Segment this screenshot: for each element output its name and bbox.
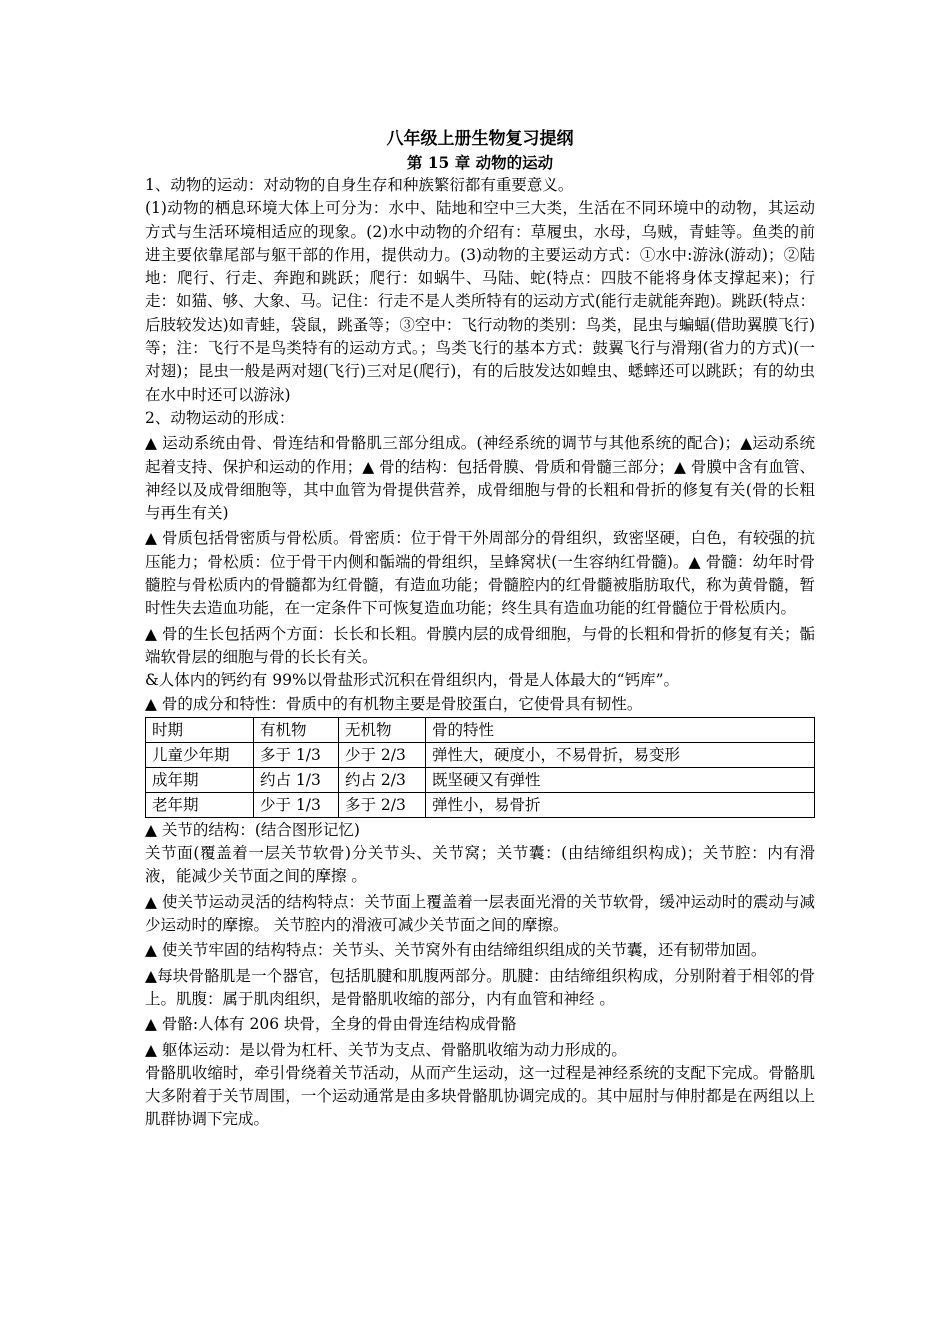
table-header-row — [146, 717, 815, 742]
table-cell: 老年期 — [146, 792, 254, 817]
table-row — [146, 767, 815, 792]
table-cell: 弹性小，易骨折 — [426, 792, 815, 817]
table-cell: 少于 2/3 — [339, 742, 426, 767]
table-cell: 多于 2/3 — [339, 792, 426, 817]
table-cell: 约占 1/3 — [254, 767, 339, 792]
paragraph-bone-substance: ▲ 骨质包括骨密质与骨松质。骨密质：位于骨干外周部分的骨组织，致密坚硬，白色，有较强的抗压能力；骨松质：位于骨干内侧和骺端的骨组织，呈蜂窝状(一生容纳红骨髓)。▲ 骨髓：幼年时骨髓腔与骨松质内的骨髓都为红骨髓，有造血功能；骨髓腔内的红骨髓被脂肪取代，称为黄骨髓，暂时性失去造血功能，在一定条件下可恢复造血功能；终生具有造血功能的红骨髓位于骨松质内。 — [145, 529, 815, 618]
table-cell: 儿童少年期 — [146, 742, 254, 767]
paragraph-calcium: &人体内的钙约有 99%以骨盐形式沉积在骨组织内，骨是人体最大的“钙库”。 — [145, 671, 680, 690]
paragraph-joint-structure: ▲ 关节的结构：(结合图形记忆) — [145, 820, 360, 839]
table-header-cell: 时期 — [146, 717, 254, 742]
paragraph-bone-composition: ▲ 骨的成分和特性：骨质中的有机物主要是骨胶蛋白，它使骨具有韧性。 — [145, 694, 643, 713]
paragraph-joint-flexible: ▲ 使关节运动灵活的结构特点：关节面上覆盖着一层表面光滑的关节软骨，缓冲运动时的震动与减少运动时的摩擦。 关节腔内的滑液可减少关节面之间的摩擦。 — [145, 892, 815, 935]
table-row — [146, 792, 815, 817]
paragraph-skeletal-muscle: ▲每块骨骼肌是一个器官，包括肌腱和肌腹两部分。肌腱：由结缔组织构成，分别附着于相邻的骨上。肌腹：属于肌肉组织，是骨骼肌收缩的部分，内有血管和神经 。 — [145, 966, 815, 1008]
paragraph-joint-firm: ▲ 使关节牢固的结构特点：关节头、关节窝外有由结缔组织组成的关节囊，还有韧带加固。 — [145, 941, 767, 960]
paragraph-habitat: (1)动物的栖息环境大体上可分为：水中、陆地和空中三大类，生活在不同环境中的动物，其运动方式与生活环境相适应的现象。(2)水中动物的介绍有：草履虫，水母，乌贼，青蛙等。鱼类的前进主要依靠尾部与躯干部的作用，提供动力。(3)动物的主要运动方式：①水中:游泳(游动)；②陆地：爬行、行走、奔跑和跳跃；爬行：如蜗牛、马陆、蛇(特点：四肢不能将身体支撑起来)；行走：如猫、够、大象、马。记住：行走不是人类所特有的运动方式(能行走就能奔跑)。跳跃(特点：后肢较发达)如青蛙，袋鼠，跳蚤等；③空中：飞行动物的类别：鸟类，昆虫与蝙蝠(借助翼膜飞行)等；注：飞行不是鸟类特有的运动方式。；鸟类飞行的基本方式：鼓翼飞行与滑翔(省力的方式)(一对翅)；昆虫一般是两对翅(飞行)三对足(爬行)，有的后肢发达如蝗虫、蟋蟀还可以跳跃；有的幼虫在水中时还可以游泳) — [145, 199, 815, 404]
paragraph-bone-growth: ▲ 骨的生长包括两个方面：长长和长粗。骨膜内层的成骨细胞，与骨的长粗和骨折的修复有关；骺端软骨层的细胞与骨的长长有关。 — [145, 624, 815, 666]
table-header-cell: 无机物 — [339, 717, 426, 742]
paragraph-muscle-contraction: 骨骼肌收缩时，牵引骨绕着关节活动，从而产生运动，这一过程是神经系统的支配下完成。骨骼肌大多附着于关节周围，一个运动通常是由多块骨骼肌协调完成的。其中屈肘与伸肘都是在两组以上肌群协调下完成。 — [145, 1063, 815, 1129]
paragraph-skeleton: ▲ 骨骼:人体有 206 块骨，全身的骨由骨连结构成骨骼 — [145, 1015, 517, 1034]
chapter-heading: 第 15 章 动物的运动 — [406, 153, 554, 172]
table-cell: 多于 1/3 — [254, 742, 339, 767]
table-cell: 少于 1/3 — [254, 792, 339, 817]
paragraph-joint-parts: 关节面(覆盖着一层关节软骨)分关节头、关节窝；关节囊：(由结缔组织构成)；关节腔：内有滑液，能减少关节面之间的摩擦 。 — [145, 844, 815, 886]
paragraph-body-movement: ▲ 躯体运动：是以骨为杠杆、关节为支点、骨骼肌收缩为动力形成的。 — [145, 1040, 627, 1059]
paragraph-1: 1、动物的运动：对动物的自身生存和种族繁衍都有重要意义。 — [145, 176, 574, 194]
bone-property-table — [145, 717, 815, 818]
table-header-cell: 有机物 — [254, 717, 339, 742]
document-page — [145, 126, 815, 1132]
table-header-cell: 骨的特性 — [426, 717, 815, 742]
table-cell: 成年期 — [146, 767, 254, 792]
document-title: 八年级上册生物复习提纲 — [386, 129, 574, 149]
table-row — [146, 742, 815, 767]
table-cell: 弹性大，硬度小，不易骨折，易变形 — [426, 742, 815, 767]
table-cell: 约占 2/3 — [339, 767, 426, 792]
table-cell: 既坚硬又有弹性 — [426, 767, 815, 792]
paragraph-motor-system: ▲ 运动系统由骨、骨连结和骨骼肌三部分组成。(神经系统的调节与其他系统的配合)；▲运动系统起着支持、保护和运动的作用；▲ 骨的结构：包括骨膜、骨质和骨髓三部分；▲ 骨膜中含有血管、神经以及成骨细胞等，其中血管为骨提供营养，成骨细胞与骨的长粗和骨折的修复有关(骨的长粗与再生有关) — [145, 434, 815, 523]
paragraph-2-heading: 2、动物运动的形成： — [145, 408, 295, 427]
